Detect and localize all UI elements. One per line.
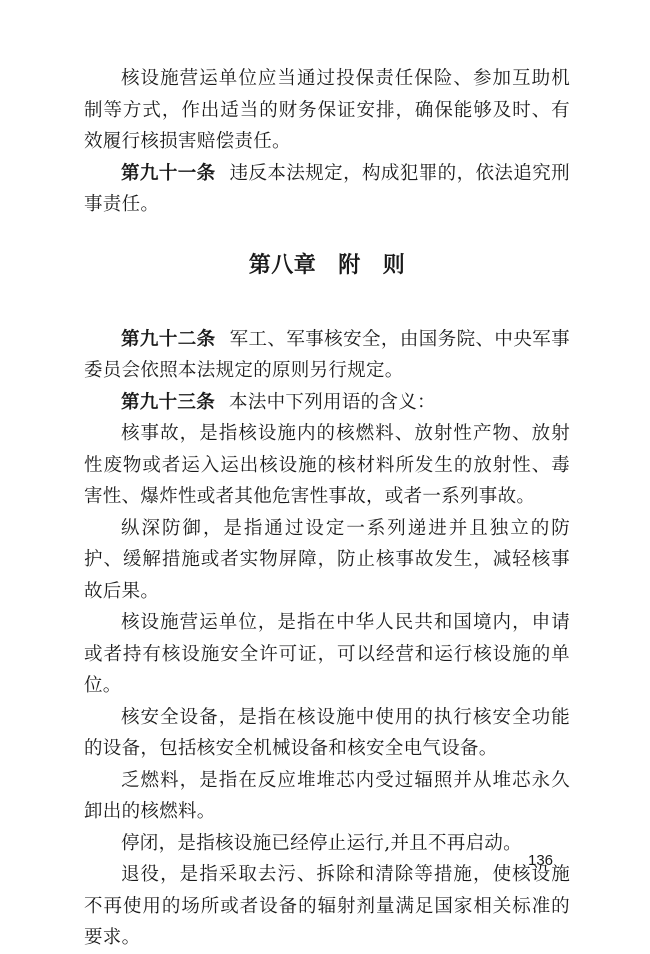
article-number: 第九十一条 (121, 162, 216, 184)
paragraph (84, 63, 570, 158)
paragraph-text: 核安全设备，是指在核设施中使用的执行核安全功能的设备，包括核安全机械设备和核安全电气设备。 (84, 706, 570, 759)
paragraph-text: 核设施营运单位应当通过投保责任保险、参加互助机制等方式，作出适当的财务保证安排，确保能够及时、有效履行核损害赔偿责任。 (84, 68, 570, 152)
paragraph (84, 324, 570, 387)
paragraph-text: 违反本法规定，构成犯罪的，依法追究刑事责任。 (84, 162, 570, 215)
paragraph (84, 765, 570, 828)
paragraph-text: 核事故，是指核设施内的核燃料、放射性产物、放射性废物或者运入运出核设施的核材料所发生的放射性、毒害性、爆炸性或者其他危害性事故，或者一系列事故。 (84, 423, 570, 507)
document-page (84, 63, 570, 954)
paragraph-text: 退役，是指采取去污、拆除和清除等措施，使核设施不再使用的场所或者设备的辐射剂量满足国家相关标准的要求。 (84, 864, 570, 948)
paragraph-text: 乏燃料，是指在反应堆堆芯内受过辐照并从堆芯永久卸出的核燃料。 (84, 769, 570, 822)
chapter-heading (84, 251, 570, 281)
paragraph-text: 停闭，是指核设施已经停止运行,并且不再启动。 (121, 832, 522, 854)
paragraphs-bottom (84, 324, 570, 954)
paragraph (84, 387, 570, 419)
paragraph (84, 828, 570, 860)
page-number: 136 (528, 852, 554, 869)
paragraph-text: 本法中下列用语的含义： (229, 391, 436, 413)
chapter-title-part2: 则 (382, 252, 406, 278)
paragraph (84, 418, 570, 513)
chapter-title-part1: 附 (338, 252, 361, 278)
paragraph-text: 军工、军事核安全，由国务院、中央军事委员会依照本法规定的原则另行规定。 (84, 328, 570, 381)
article-number: 第九十二条 (121, 328, 216, 350)
chapter-number: 第八章 (248, 252, 317, 278)
paragraph (84, 158, 570, 221)
paragraph (84, 702, 570, 765)
paragraph (84, 859, 570, 954)
paragraphs-top (84, 63, 570, 221)
article-number: 第九十三条 (121, 391, 216, 413)
paragraph (84, 513, 570, 608)
paragraph-text: 纵深防御，是指通过设定一系列递进并且独立的防护、缓解措施或者实物屏障，防止核事故发生，减轻核事故后果。 (84, 517, 570, 602)
paragraph (84, 607, 570, 702)
paragraph-text: 核设施营运单位，是指在中华人民共和国境内，申请或者持有核设施安全许可证，可以经营和运行核设施的单位。 (84, 612, 570, 696)
